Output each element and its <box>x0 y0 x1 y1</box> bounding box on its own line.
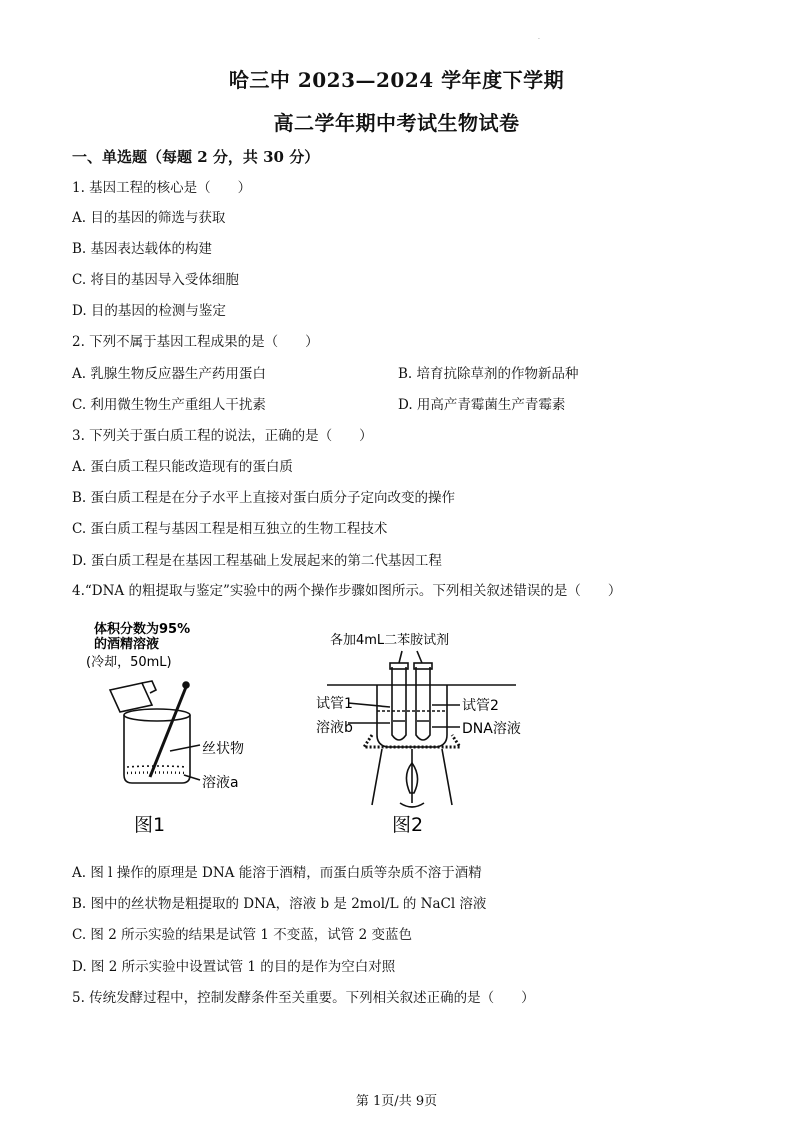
fig1-label-top3: (冷却，50mL) <box>86 655 172 670</box>
question-3-option-d: D. 蛋白质工程是在基因工程基础上发展起来的第二代基因工程 <box>72 553 442 569</box>
section-heading: 一、单选题（每题 2 分，共 30 分） <box>72 148 320 166</box>
question-2-option-d: D. 用高产青霉菌生产青霉素 <box>398 397 566 413</box>
question-4-option-a: A. 图 l 操作的原理是 DNA 能溶于酒精，而蛋白质等杂质不溶于酒精 <box>72 865 482 881</box>
question-2-option-b: B. 培育抗除草剂的作物新品种 <box>398 366 579 382</box>
question-2-option-a: A. 乳腺生物反应器生产药用蛋白 <box>72 366 266 382</box>
fig1-caption: 图1 <box>134 814 166 836</box>
scan-dot: . <box>538 34 540 41</box>
fig2-label-tube2: 试管2 <box>462 698 499 714</box>
question-1-stem: 1. 基因工程的核心是（ ） <box>72 180 252 196</box>
question-4-option-d: D. 图 2 所示实验中设置试管 1 的目的是作为空白对照 <box>72 959 396 975</box>
fig2-label-tube1: 试管1 <box>316 696 353 712</box>
fig2-label-top: 各加4mL二苯胺试剂 <box>330 633 450 648</box>
exam-title-line2: 高二学年期中考试生物试卷 <box>273 111 520 135</box>
question-2-stem: 2. 下列不属于基因工程成果的是（ ） <box>72 334 319 350</box>
question-3-option-b: B. 蛋白质工程是在分子水平上直接对蛋白质分子定向改变的操作 <box>72 490 456 506</box>
question-5-stem: 5. 传统发酵过程中，控制发酵条件至关重要。下列相关叙述正确的是（ ） <box>72 990 535 1006</box>
question-4-stem: 4.“DNA 的粗提取与鉴定”实验中的两个操作步骤如图所示。下列相关叙述错误的是（ ） <box>72 583 622 599</box>
question-4-option-b: B. 图中的丝状物是粗提取的 DNA，溶液 b 是 2mol/L 的 NaCl 溶液 <box>72 896 487 912</box>
fig1-label-thread: 丝状物 <box>202 741 244 757</box>
exam-title-line1: 哈三中 2023—2024 学年度下学期 <box>228 68 565 92</box>
question-1-option-a: A. 目的基因的筛选与获取 <box>72 210 226 226</box>
fig1-label-top2: 的酒精溶液 <box>94 637 160 652</box>
question-1-option-c: C. 将目的基因导入受体细胞 <box>72 272 239 288</box>
fig1-label-solution: 溶液a <box>202 775 239 791</box>
figure-drawing <box>72 615 542 845</box>
page-footer: 第 1页/共 9页 <box>355 1094 438 1109</box>
fig2-caption: 图2 <box>392 814 424 836</box>
question-4-option-c: C. 图 2 所示实验的结果是试管 1 不变蓝，试管 2 变蓝色 <box>72 927 412 943</box>
dna-experiment-figure <box>72 615 542 845</box>
question-3-option-c: C. 蛋白质工程与基因工程是相互独立的生物工程技术 <box>72 521 388 537</box>
fig2-label-solb: 溶液b <box>316 720 353 736</box>
fig2-label-dna: DNA溶液 <box>462 721 521 737</box>
question-2-option-c: C. 利用微生物生产重组人干扰素 <box>72 397 266 413</box>
question-1-option-d: D. 目的基因的检测与鉴定 <box>72 303 226 319</box>
question-3-option-a: A. 蛋白质工程只能改造现有的蛋白质 <box>72 459 293 475</box>
fig1-label-top1: 体积分数为95% <box>94 622 191 637</box>
question-3-stem: 3. 下列关于蛋白质工程的说法，正确的是（ ） <box>72 428 373 444</box>
question-1-option-b: B. 基因表达载体的构建 <box>72 241 213 257</box>
